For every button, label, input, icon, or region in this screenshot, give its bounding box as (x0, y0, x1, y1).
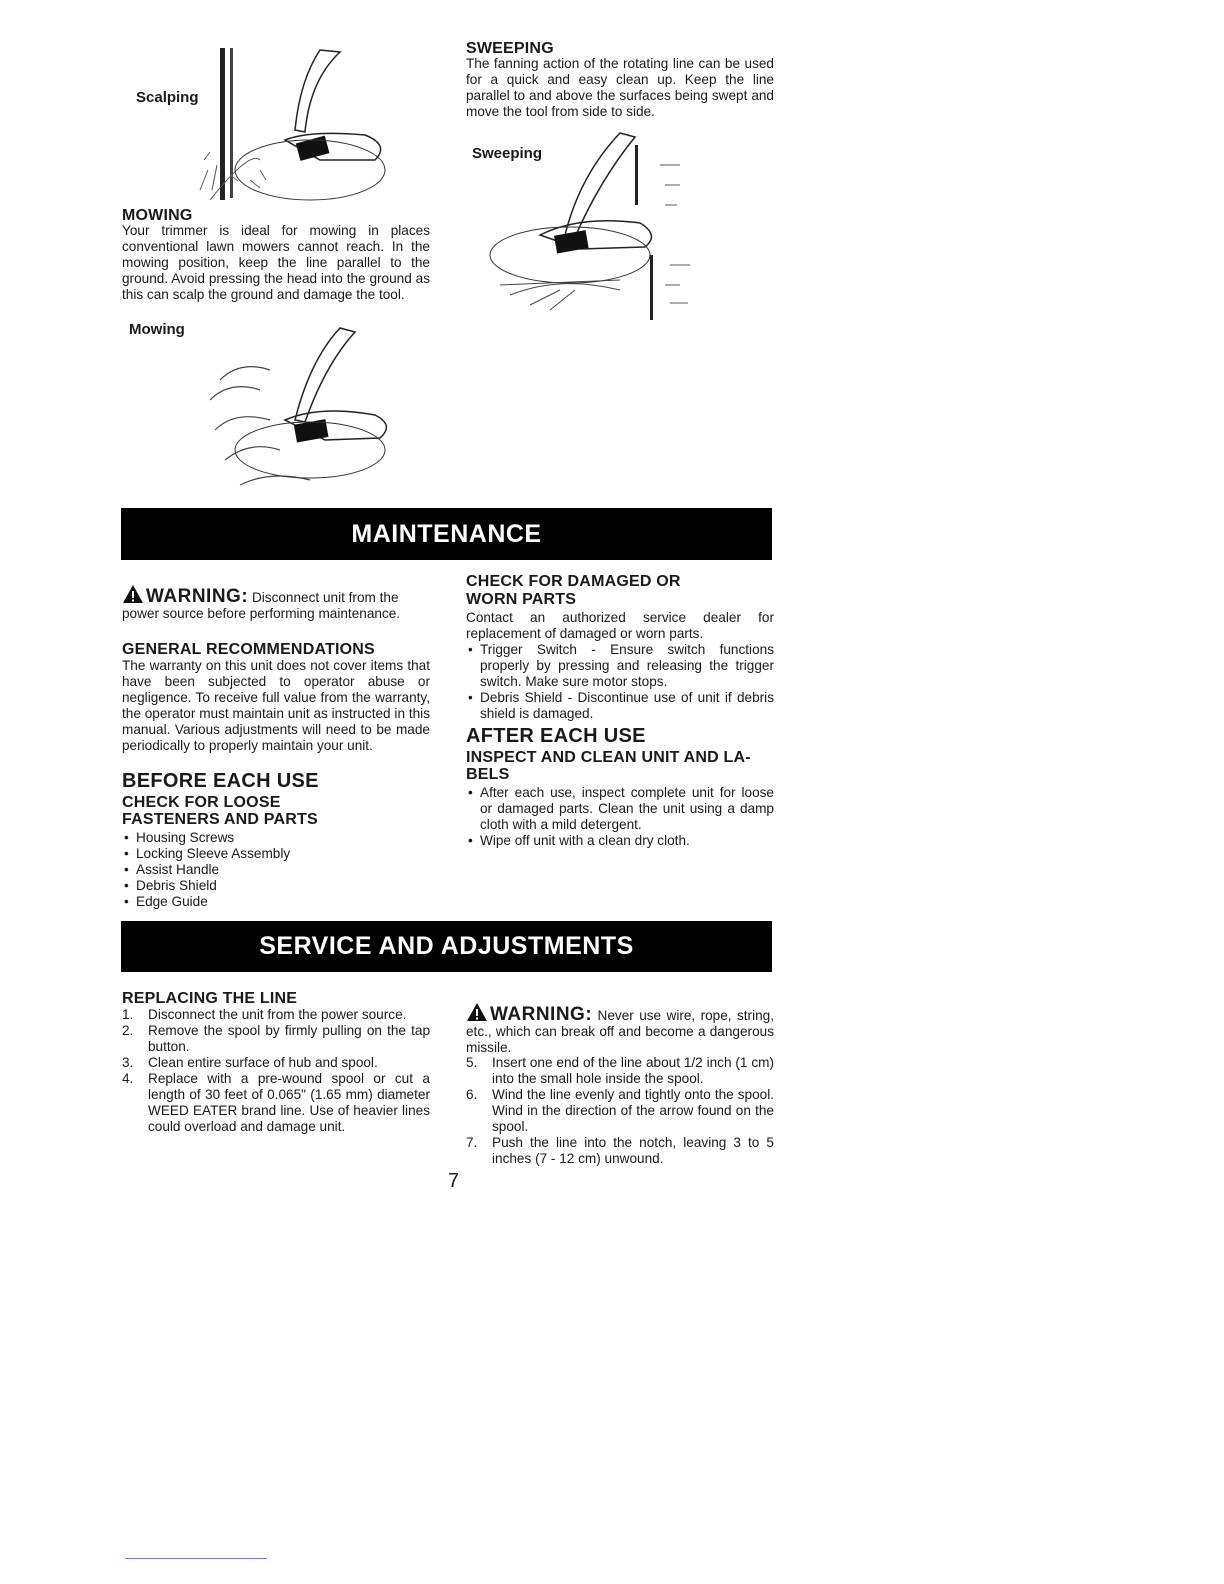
damaged-parts-heading-2: WORN PARTS (466, 591, 577, 608)
maintenance-banner: MAINTENANCE (121, 508, 772, 560)
step-text: Remove the spool by firmly pulling on the tap button. (148, 1023, 430, 1054)
step-item (122, 1071, 430, 1135)
list-item: • Wipe off unit with a clean dry cloth. (466, 833, 774, 849)
step-text: Wind the line evenly and tightly onto the spool. Wind in the direction of the arrow found on the spool. (492, 1087, 774, 1134)
loose-parts-list (122, 830, 430, 910)
mowing-heading: MOWING (122, 207, 193, 224)
step-item (122, 1055, 430, 1071)
step-text: Push the line into the notch, leaving 3 to 5 inches (7 - 12 cm) unwound. (492, 1135, 774, 1166)
step-number: 6. (466, 1087, 478, 1102)
step-text: Insert one end of the line about 1/2 inch (1 cm) into the small hole inside the spool. (492, 1055, 774, 1086)
after-each-use-heading: AFTER EACH USE (466, 725, 646, 747)
step-number: 3. (122, 1055, 134, 1070)
list-item: • Housing Screws (122, 830, 430, 846)
general-recommendations-text: The warranty on this unit does not cover items that have been subjected to operator abuse or negligence. To receive full value from the warranty, the operator must maintain unit as instructed in this manual. Various adjustments will need to be made periodically to properly maintain your unit. (122, 658, 430, 753)
footer-rule (125, 1558, 267, 1559)
step-item (466, 1135, 774, 1167)
step-number: 2. (122, 1023, 134, 1038)
step-text: Clean entire surface of hub and spool. (148, 1055, 378, 1070)
list-item: • Trigger Switch - Ensure switch functions properly by pressing and releasing the trigger switch. Make sure motor stops. (466, 642, 774, 690)
mowing-figure-label: Mowing (129, 321, 185, 338)
sweeping-figure-label: Sweeping (472, 145, 543, 162)
list-item: • Debris Shield - Discontinue use of unit if debris shield is damaged. (466, 690, 774, 722)
list-item: • Edge Guide (122, 894, 430, 910)
step-number: 5. (466, 1055, 478, 1070)
step-number: 1. (122, 1007, 134, 1022)
inspect-clean-heading-2: BELS (466, 766, 510, 783)
list-item: • Debris Shield (122, 878, 430, 894)
service-adjustments-banner: SERVICE AND ADJUSTMENTS (121, 921, 772, 972)
step-item (466, 1055, 774, 1087)
scalping-figure-label: Scalping (136, 89, 199, 106)
mowing-text: Your trimmer is ideal for mowing in places conventional lawn mowers cannot reach. In the mowing position, keep the line parallel to the ground. Avoid pressing the head into the ground as this can scalp the ground and damage the tool. (122, 223, 430, 302)
step-number: 7. (466, 1135, 478, 1150)
step-number: 4. (122, 1071, 134, 1086)
inspect-clean-list (466, 785, 774, 849)
list-item: • Locking Sleeve Assembly (122, 846, 430, 862)
damaged-parts-heading-1: CHECK FOR DAMAGED OR (466, 573, 681, 590)
warning-word: WARNING: (490, 1004, 593, 1025)
replacing-steps-right (466, 1055, 774, 1167)
warning-triangle-icon (122, 584, 144, 604)
page-number: 7 (448, 1170, 460, 1192)
loose-fasteners-heading-1: CHECK FOR LOOSE (122, 794, 281, 811)
step-text: Disconnect the unit from the power source. (148, 1007, 407, 1022)
sweeping-text: The fanning action of the rotating line can be used for a quick and easy clean up. Keep the line parallel to and above the surfaces being swept and move the tool from side to side. (466, 56, 774, 119)
replacing-line-heading: REPLACING THE LINE (122, 990, 298, 1007)
inspect-clean-heading-1: INSPECT AND CLEAN UNIT AND LA- (466, 749, 751, 766)
step-text: Replace with a pre-wound spool or cut a length of 30 feet of 0.065" (1.65 mm) diameter WEED EATER brand line. Use of heavier lines could overload and damage unit. (148, 1071, 430, 1134)
step-item (122, 1023, 430, 1055)
maintenance-warning (122, 584, 430, 622)
replacing-steps-left (122, 1007, 430, 1135)
mowing-illustration (200, 320, 400, 500)
loose-fasteners-heading-2: FASTENERS AND PARTS (122, 811, 318, 828)
list-item: • Assist Handle (122, 862, 430, 878)
step-item (122, 1007, 430, 1023)
service-warning (466, 1002, 774, 1056)
warning-triangle-icon (466, 1002, 488, 1022)
sweeping-illustration (480, 125, 700, 325)
warning-text: Never use wire, rope, string, etc., which can break off and become a dangerous missile. (466, 1008, 774, 1055)
damaged-parts-list (466, 642, 774, 722)
general-recommendations-heading: GENERAL RECOMMENDATIONS (122, 641, 375, 658)
before-each-use-heading: BEFORE EACH USE (122, 770, 319, 792)
damaged-parts-text: Contact an authorized service dealer for replacement of damaged or worn parts. (466, 610, 774, 641)
scalping-illustration (190, 40, 430, 205)
warning-text: Disconnect unit from the power source before performing maintenance. (122, 590, 401, 621)
list-item: • After each use, inspect complete unit for loose or damaged parts. Clean the unit using a damp cloth with a mild detergent. (466, 785, 774, 833)
step-item (466, 1087, 774, 1135)
warning-word: WARNING: (146, 586, 249, 607)
sweeping-heading: SWEEPING (466, 40, 554, 57)
